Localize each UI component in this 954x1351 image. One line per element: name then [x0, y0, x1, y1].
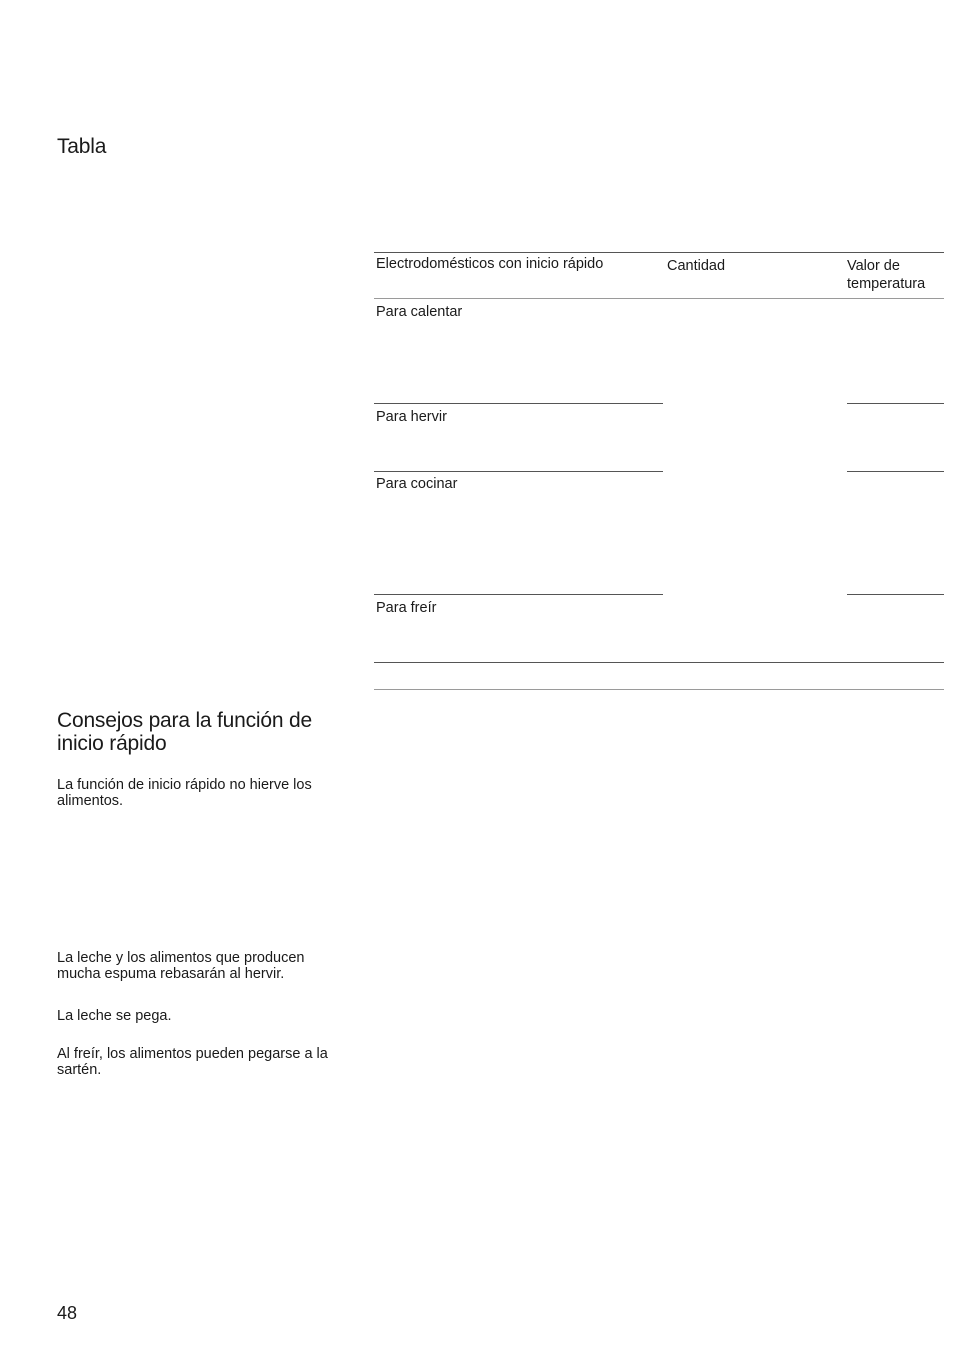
- table-row-label: Para cocinar: [376, 476, 458, 492]
- row-divider: [374, 471, 663, 472]
- header-appliance: Electrodomésticos con inicio rápido: [376, 256, 604, 272]
- tip-paragraph: La función de inicio rápido no hierve los alimentos.: [57, 777, 312, 809]
- row-divider: [847, 594, 944, 595]
- table-row-label: Para freír: [376, 600, 437, 616]
- section-title: Tabla: [57, 135, 107, 158]
- table-footer-rule: [374, 689, 944, 690]
- table-header-rule: [374, 298, 944, 299]
- header-quantity: Cantidad: [667, 258, 726, 274]
- row-divider: [374, 403, 663, 404]
- tip-paragraph: La leche y los alimentos que producen mucha espuma rebasarán al hervir.: [57, 950, 305, 982]
- tips-title: Consejos para la función de inicio rápido: [57, 709, 312, 755]
- page-number: 48: [57, 1303, 78, 1323]
- tip-paragraph: Al freír, los alimentos pueden pegarse a la sartén.: [57, 1046, 328, 1078]
- row-divider: [374, 594, 663, 595]
- tip-paragraph: La leche se pega.: [57, 1008, 172, 1024]
- row-divider: [847, 471, 944, 472]
- table-top-rule: [374, 252, 944, 253]
- header-temperature: Valor de temperatura: [847, 258, 926, 292]
- table-row-label: Para calentar: [376, 304, 463, 320]
- table-row-label: Para hervir: [376, 409, 447, 425]
- table-bottom-rule: [374, 662, 944, 663]
- row-divider: [847, 403, 944, 404]
